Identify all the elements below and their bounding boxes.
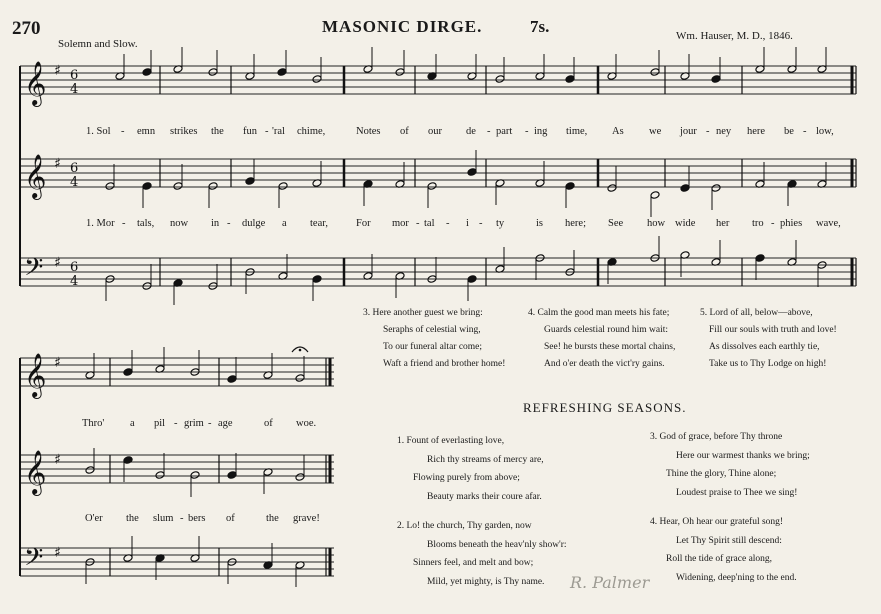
note-head [155, 471, 165, 480]
lyric-syllable: grim [184, 418, 204, 429]
stanza-line: 5. Lord of all, below—above, [700, 308, 813, 318]
lyric-syllable: phies [780, 218, 803, 229]
verse-line: Blooms beneath the heav'nly show'r: [427, 539, 567, 550]
lyric-syllable: tals, [137, 218, 155, 229]
lyric-syllable: fun [243, 126, 257, 137]
verse-text: God of grace, before Thy throne [659, 432, 783, 442]
note-head [208, 68, 218, 77]
stanza-line: Fill our souls with truth and love! [709, 325, 837, 335]
stanza-line: Take us to Thy Lodge on high! [709, 359, 827, 369]
note-head [295, 374, 305, 383]
treble-clef: 𝄞 [24, 154, 47, 198]
lyric-syllable: chime, [297, 126, 326, 137]
lyric-syllable: - [479, 218, 483, 229]
lyric-syllable: - [121, 126, 125, 137]
lyric-syllable: As [612, 126, 624, 137]
lyric-syllable: bers [188, 513, 206, 524]
lyric-syllable: - [265, 126, 269, 137]
note-head [711, 75, 721, 84]
lyric-syllable: be [784, 126, 794, 137]
key-signature-sharp: ♯ [54, 355, 61, 371]
lyric-syllable: the [266, 513, 279, 524]
refreshing-verse-2 [397, 517, 567, 591]
key-signature-sharp: ♯ [54, 452, 61, 468]
lyric-syllable: - [416, 218, 420, 229]
lyric-syllable: 'ral [272, 126, 285, 137]
stanza-line: See! he bursts these mortal chains, [544, 342, 676, 352]
lyric-syllable: O'er [85, 513, 103, 524]
lyric-syllable: mor [392, 218, 409, 229]
stanza-line: And o'er death the vict'ry gains. [544, 359, 665, 369]
stanza-line: Waft a friend and brother home! [383, 359, 506, 369]
lyric-syllable: - [446, 218, 450, 229]
key-signature-sharp: ♯ [54, 545, 61, 561]
verse-text: Lo! the church, Thy garden, now [406, 521, 532, 531]
refreshing-verse-1 [397, 432, 544, 506]
lyric-syllable: - [174, 418, 178, 429]
lyric-syllable: a [282, 218, 287, 229]
note-head [190, 471, 200, 480]
hymn-title: MASONIC DIRGE. [322, 17, 483, 36]
stanza-line: To our funeral altar come; [383, 342, 483, 352]
verse-line: Mild, yet mighty, is Thy name. [427, 576, 545, 587]
lyric-syllable: 1. Sol [86, 126, 111, 137]
lyric-syllable: wide [675, 218, 696, 229]
note-head [227, 375, 237, 384]
lyric-syllable: is [536, 218, 544, 229]
note-head [312, 75, 322, 84]
lyric-syllable: - [771, 218, 775, 229]
note-head [227, 471, 237, 480]
stanza-3 [363, 305, 505, 373]
fermata-dot [299, 349, 302, 352]
lyric-syllable: ing [534, 126, 548, 137]
verse-line: Flowing purely from above; [413, 473, 520, 483]
lyric-syllable: wave, [816, 218, 841, 229]
lyric-syllable: in [211, 218, 220, 229]
verse-number: 3. [650, 432, 658, 442]
refreshing-verse-3 [650, 428, 810, 502]
lyric-syllable: - [180, 513, 184, 524]
stanza-4 [528, 305, 675, 373]
lyric-syllable: ty [496, 218, 505, 229]
verse-number: 1. [397, 436, 405, 446]
time-signature-bottom: 4 [70, 175, 79, 190]
stanza-line: As dissolves each earthly tie, [709, 342, 820, 352]
note-head [607, 184, 617, 193]
key-signature-sharp: ♯ [54, 255, 61, 271]
note-head [173, 182, 183, 191]
treble-clef: 𝄞 [24, 450, 47, 494]
note-head [680, 184, 690, 193]
stanza-line: 4. Calm the good man meets his fate; [528, 308, 670, 318]
note-head [650, 191, 660, 200]
key-signature-sharp: ♯ [54, 156, 61, 172]
composer-credit: Wm. Hauser, M. D., 1846. [676, 30, 793, 42]
lyric-syllable: here; [565, 218, 586, 229]
lyric-syllable: part [496, 126, 513, 137]
lyric-syllable: the [211, 126, 224, 137]
lyric-syllable: of [226, 513, 235, 524]
note-head [755, 254, 765, 263]
verse-text: Fount of everlasting love, [406, 436, 505, 446]
bass-clef: 𝄢 [24, 543, 44, 578]
verse-text: Hear, Oh hear our grateful song! [659, 517, 784, 527]
verse-line: Loudest praise to Thee we sing! [676, 487, 798, 498]
time-signature-bottom: 4 [70, 274, 79, 289]
lyric-syllable: now [170, 218, 189, 229]
lyric-syllable: grave! [293, 513, 320, 524]
verse-number: 4. [650, 517, 658, 527]
verse-line [650, 513, 797, 532]
verse-line [397, 432, 544, 451]
lyric-syllable: of [264, 418, 273, 429]
lyric-syllable: time, [566, 126, 588, 137]
verse-line: Let Thy Spirit still descend: [676, 535, 782, 546]
verse-line: Thine the glory, Thine alone; [666, 469, 777, 479]
lyric-syllable: our [428, 126, 442, 137]
note-head [650, 68, 660, 77]
section-title-refreshing-seasons: REFRESHING SEASONS. [523, 400, 687, 415]
stanza-line: 3. Here another guest we bring: [363, 308, 483, 318]
note-head [467, 275, 477, 284]
note-head [312, 275, 322, 284]
lyric-syllable: jour [680, 126, 697, 137]
lyric-syllable: a [130, 418, 135, 429]
lyric-syllable: - [208, 418, 212, 429]
lyric-syllable: - [525, 126, 529, 137]
verse-line: Widening, deep'ning to the end. [676, 572, 797, 583]
time-signature-bottom: 4 [70, 82, 79, 97]
note-head [295, 473, 305, 482]
lyric-syllable: slum [153, 513, 174, 524]
verse-line: Sinners feel, and melt and bow; [413, 558, 534, 568]
time-signature-top: 6 [70, 260, 79, 275]
note-head [85, 466, 95, 475]
lyric-syllable: age [218, 418, 233, 429]
lyric-syllable: - [122, 218, 126, 229]
verse-line [650, 428, 810, 447]
verse-line: Roll the tide of grace along, [666, 554, 773, 564]
tempo-marking: Solemn and Slow. [58, 38, 138, 50]
bass-clef: 𝄢 [24, 253, 44, 288]
lyric-syllable: pil [154, 418, 166, 429]
verse-line: Beauty marks their coure afar. [427, 491, 542, 502]
lyric-syllable: the [126, 513, 139, 524]
lyric-syllable: tal [424, 218, 435, 229]
hymn-meter: 7s. [530, 17, 550, 36]
lyric-syllable: - [803, 126, 807, 137]
lyric-syllable: tear, [310, 218, 328, 229]
page-number: 270 [12, 18, 41, 39]
note-head [565, 182, 575, 191]
lyric-syllable: Notes [356, 126, 381, 137]
note-head [711, 184, 721, 193]
lyric-syllable: i [466, 218, 469, 229]
note-head [105, 182, 115, 191]
note-head [208, 182, 218, 191]
verse-number: 2. [397, 521, 405, 531]
note-head [495, 75, 505, 84]
note-head [278, 182, 288, 191]
lyric-syllable: how [647, 218, 666, 229]
lyric-syllable: emn [137, 126, 156, 137]
note-head [565, 75, 575, 84]
note-head [142, 68, 152, 77]
lyric-syllable: - [706, 126, 710, 137]
note-head [277, 68, 287, 77]
lyric-syllable: See [608, 218, 624, 229]
lyric-syllable: low, [816, 126, 834, 137]
note-head [123, 368, 133, 377]
lyric-syllable: woe. [296, 418, 317, 429]
time-signature-top: 6 [70, 68, 79, 83]
verse-line [397, 517, 567, 536]
lyric-syllable: her [716, 218, 730, 229]
stanza-line: Seraphs of celestial wing, [383, 325, 481, 335]
lyric-syllable: we [649, 126, 662, 137]
lyric-syllable: - [487, 126, 491, 137]
lyric-syllable: strikes [170, 126, 198, 137]
lyric-syllable: here [747, 126, 766, 137]
time-signature-top: 6 [70, 161, 79, 176]
lyric-syllable: of [400, 126, 409, 137]
lyric-syllable: For [356, 218, 371, 229]
note-head [395, 68, 405, 77]
verse-line: Rich thy streams of mercy are, [427, 454, 544, 465]
lyric-syllable: Thro' [82, 418, 105, 429]
stanza-line: Guards celestial round him wait: [544, 325, 668, 335]
lyric-syllable: 1. Mor [86, 218, 115, 229]
treble-clef: 𝄞 [24, 61, 47, 105]
note-head [427, 182, 437, 191]
note-head [467, 168, 477, 177]
lyric-syllable: - [227, 218, 231, 229]
lyric-syllable: tro [752, 218, 764, 229]
treble-clef: 𝄞 [24, 353, 47, 397]
note-head [142, 182, 152, 191]
lyric-syllable: de [466, 126, 476, 137]
handwritten-signature: R. Palmer [570, 573, 650, 592]
key-signature-sharp: ♯ [54, 63, 61, 79]
verse-line: Here our warmest thanks we bring; [676, 450, 810, 461]
refreshing-verse-4 [650, 513, 797, 587]
stanza-5 [700, 305, 837, 373]
note-head [123, 456, 133, 465]
lyric-syllable: ney [716, 126, 732, 137]
lyric-syllable: dulge [242, 218, 266, 229]
note-head [245, 177, 255, 186]
